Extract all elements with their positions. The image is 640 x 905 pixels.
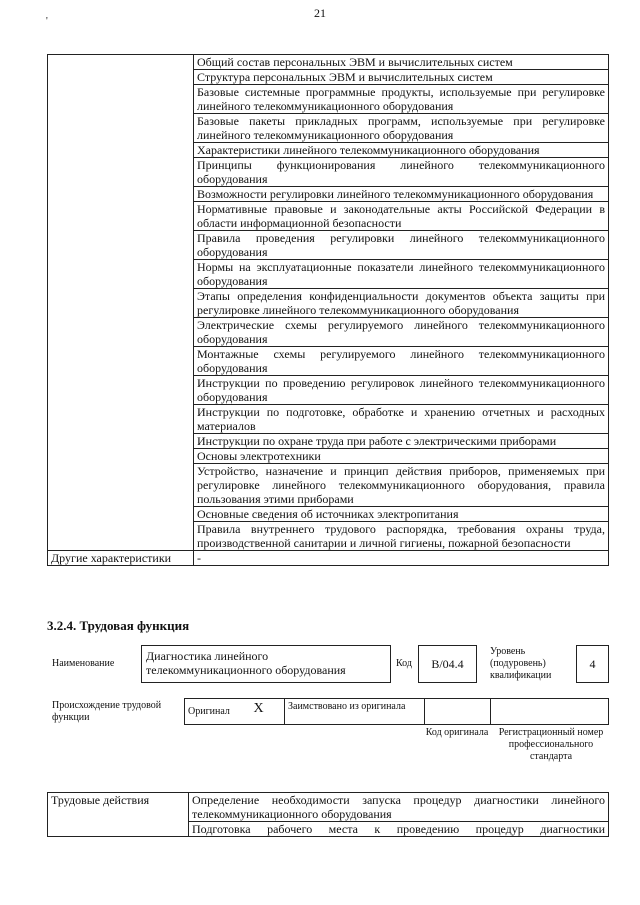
code-label: Код bbox=[396, 658, 412, 669]
knowledge-item: Принципы функционирования линейного телекоммуникационного оборудования bbox=[194, 158, 609, 187]
knowledge-item: Нормативные правовые и законодательные акты Российской Федерации в области информационной безопасности bbox=[194, 202, 609, 231]
section-title: 3.2.4. Трудовая функция bbox=[47, 618, 190, 633]
knowledge-table bbox=[47, 54, 609, 566]
knowledge-item: Устройство, назначение и принцип действия приборов, применяемых при регулировке линейного телекоммуникационного оборудования, правила пользования этими приборами bbox=[194, 464, 609, 507]
registration-number-caption: Регистрационный номер профессионального стандарта bbox=[498, 727, 604, 762]
function-name-label: Наименование bbox=[52, 658, 115, 669]
knowledge-item: Основы электротехники bbox=[194, 449, 609, 464]
original-label: Оригинал bbox=[185, 699, 251, 725]
origin-table bbox=[184, 698, 609, 725]
knowledge-item: Монтажные схемы регулируемого линейного телекоммуникационного оборудования bbox=[194, 347, 609, 376]
labor-actions-table bbox=[47, 792, 609, 837]
knowledge-item: Инструкции по проведению регулировок линейного телекоммуникационного оборудования bbox=[194, 376, 609, 405]
knowledge-row bbox=[48, 55, 609, 70]
level-box: 4 bbox=[576, 645, 609, 683]
page-number: 21 bbox=[314, 6, 326, 20]
knowledge-item: Базовые пакеты прикладных программ, используемые при регулировке линейного телекоммуникационного оборудования bbox=[194, 114, 609, 143]
origin-label: Происхождение трудовой функции bbox=[52, 700, 162, 723]
knowledge-item: Нормы на эксплуатационные показатели линейного телекоммуникационного оборудования bbox=[194, 260, 609, 289]
knowledge-item: Инструкции по охране труда при работе с электрическими приборами bbox=[194, 434, 609, 449]
knowledge-item: Правила внутреннего трудового распорядка, требования охраны труда, производственной санитарии и личной гигиены, пожарной безопасности bbox=[194, 522, 609, 551]
function-name-box: Диагностика линейного телекоммуникационного оборудования bbox=[141, 645, 391, 683]
labor-action-row: Определение необходимости запуска процедур диагностики линейного телекоммуникационного оборудования bbox=[189, 793, 609, 822]
knowledge-item: Возможности регулировки линейного телекоммуникационного оборудования bbox=[194, 187, 609, 202]
other-characteristics-label: Другие характеристики bbox=[48, 551, 194, 566]
scan-mark: ' bbox=[46, 16, 48, 27]
knowledge-item: Основные сведения об источниках электропитания bbox=[194, 507, 609, 522]
knowledge-item: Этапы определения конфиденциальности документов объекта защиты при регулировке линейного телекоммуникационного оборудования bbox=[194, 289, 609, 318]
original-mark: X bbox=[251, 699, 285, 725]
knowledge-label-cell bbox=[48, 55, 194, 551]
other-characteristics-row bbox=[48, 551, 609, 566]
knowledge-item: Структура персональных ЭВМ и вычислительных систем bbox=[194, 70, 609, 85]
borrowed-label: Заимствовано из оригинала bbox=[285, 699, 425, 725]
registration-number-cell bbox=[491, 699, 609, 725]
knowledge-item: Правила проведения регулировки линейного телекоммуникационного оборудования bbox=[194, 231, 609, 260]
knowledge-item: Электрические схемы регулируемого линейного телекоммуникационного оборудования bbox=[194, 318, 609, 347]
knowledge-item: Инструкции по подготовке, обработке и хранению отчетных и расходных материалов bbox=[194, 405, 609, 434]
other-characteristics-value: - bbox=[194, 551, 609, 566]
original-code-cell bbox=[425, 699, 491, 725]
code-box: B/04.4 bbox=[418, 645, 477, 683]
knowledge-item: Общий состав персональных ЭВМ и вычислительных систем bbox=[194, 55, 609, 70]
knowledge-item: Базовые системные программные продукты, используемые при регулировке линейного телекоммуникационного оборудования bbox=[194, 85, 609, 114]
labor-actions-label: Трудовые действия bbox=[48, 793, 189, 837]
labor-action-row: Подготовка рабочего места к проведению процедур диагностики bbox=[189, 822, 609, 837]
level-label: Уровень (подуровень) квалификации bbox=[490, 646, 552, 681]
original-code-caption: Код оригинала bbox=[425, 727, 489, 738]
knowledge-item: Характеристики линейного телекоммуникационного оборудования bbox=[194, 143, 609, 158]
